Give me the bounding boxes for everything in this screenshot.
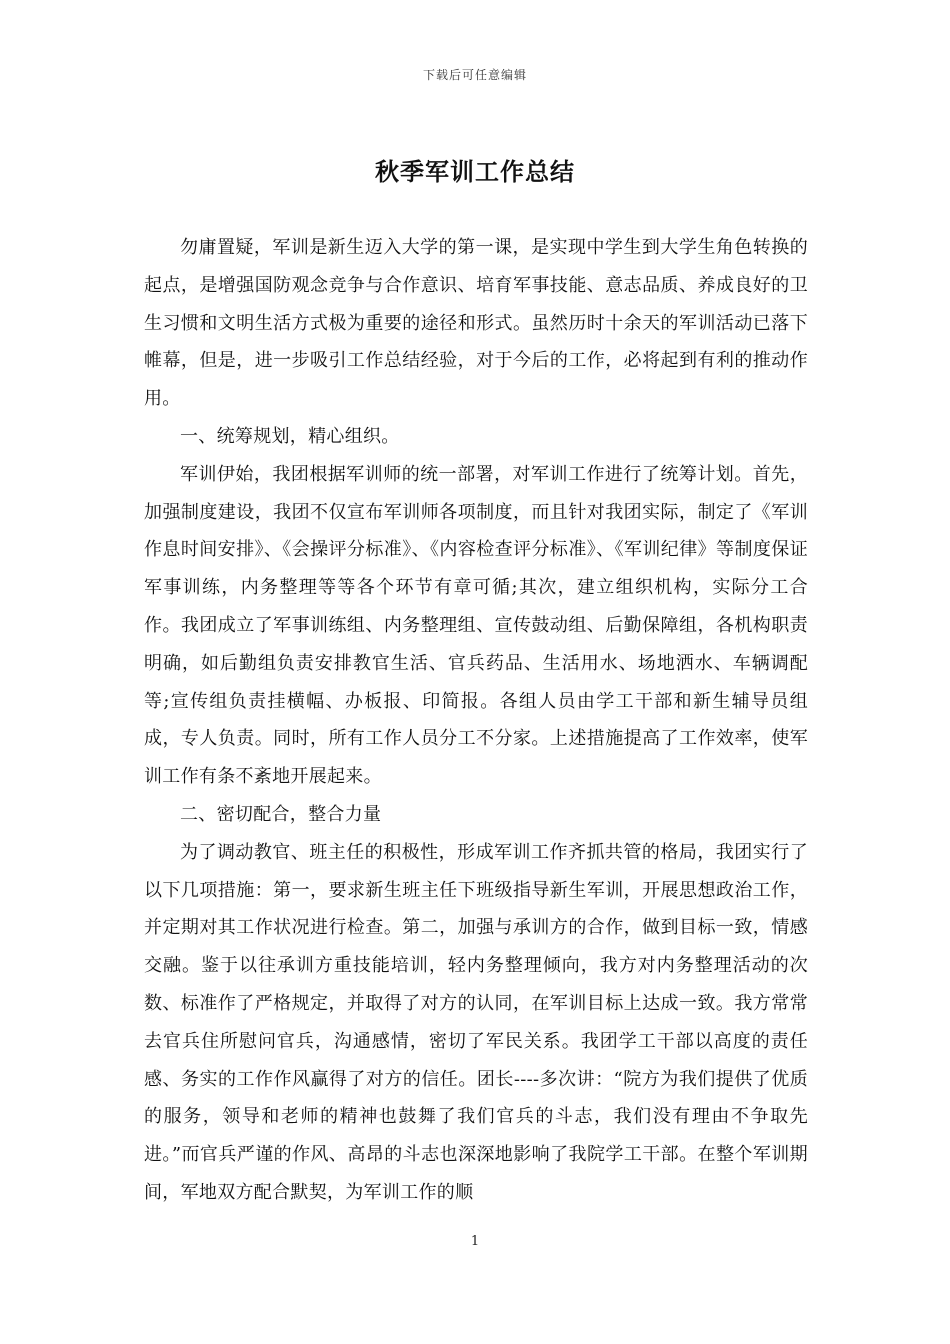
page-number: 1 <box>470 1234 480 1249</box>
document-title: 秋季军训工作总结 <box>375 157 575 186</box>
paragraph-section-2: 为了调动教官、班主任的积极性，形成军训工作齐抓共管的格局，我团实行了以下几项措施：第一，要求新生班主任下班级指导新生军训，开展思想政治工作，并定期对其工作状况进行检查。第二，加强与承训方的合作，做到目标一致，情感交融。鉴于以往承训方重技能培训，轻内务整理倾向，我方对内务整理活动的次数、标准作了严格规定，并取得了对方的认同，在军训目标上达成一致。我方常常去官兵住所慰问官兵，沟通感情，密切了军民关系。我团学工干部以高度的责任感、务实的工作作风赢得了对方的信任。团长----多次讲：“院方为我们提供了优质的服务，领导和老师的精神也鼓舞了我们官兵的斗志，我们没有理由不争取先进。”而官兵严谨的作风、高昂的斗志也深深地影响了我院学工干部。在整个军训期间，军地双方配合默契，为军训工作的顺 <box>144 841 808 1203</box>
paragraph-intro: 勿庸置疑，军训是新生迈入大学的第一课，是实现中学生到大学生角色转换的起点，是增强国防观念竞争与合作意识、培育军事技能、意志品质、养成良好的卫生习惯和文明生活方式极为重要的途径和形式。虽然历时十余天的军训活动已落下帷幕，但是，进一步吸引工作总结经验，对于今后的工作，必将起到有利的推动作用。 <box>144 237 808 410</box>
section-heading-2: 二、密切配合，整合力量 <box>180 803 382 825</box>
section-heading-1: 一、统筹规划，精心组织。 <box>180 425 400 447</box>
header-note: 下载后可任意编辑 <box>422 68 527 82</box>
document-body <box>144 229 808 1212</box>
paragraph-section-1: 军训伊始，我团根据军训师的统一部署，对军训工作进行了统筹计划。首先，加强制度建设，我团不仅宣布军训师各项制度，而且针对我团实际，制定了《军训作息时间安排》、《会操评分标准》、《内容检查评分标准》、《军训纪律》等制度保证军事训练，内务整理等等各个环节有章可循;其次，建立组织机构，实际分工合作。我团成立了军事训练组、内务整理组、宣传鼓动组、后勤保障组，各机构职责明确，如后勤组负责安排教官生活、官兵药品、生活用水、场地洒水、车辆调配等;宣传组负责挂横幅、办板报、印简报。各组人员由学工干部和新生辅导员组成，专人负责。同时，所有工作人员分工不分家。上述措施提高了工作效率，使军训工作有条不紊地开展起来。 <box>144 463 808 788</box>
